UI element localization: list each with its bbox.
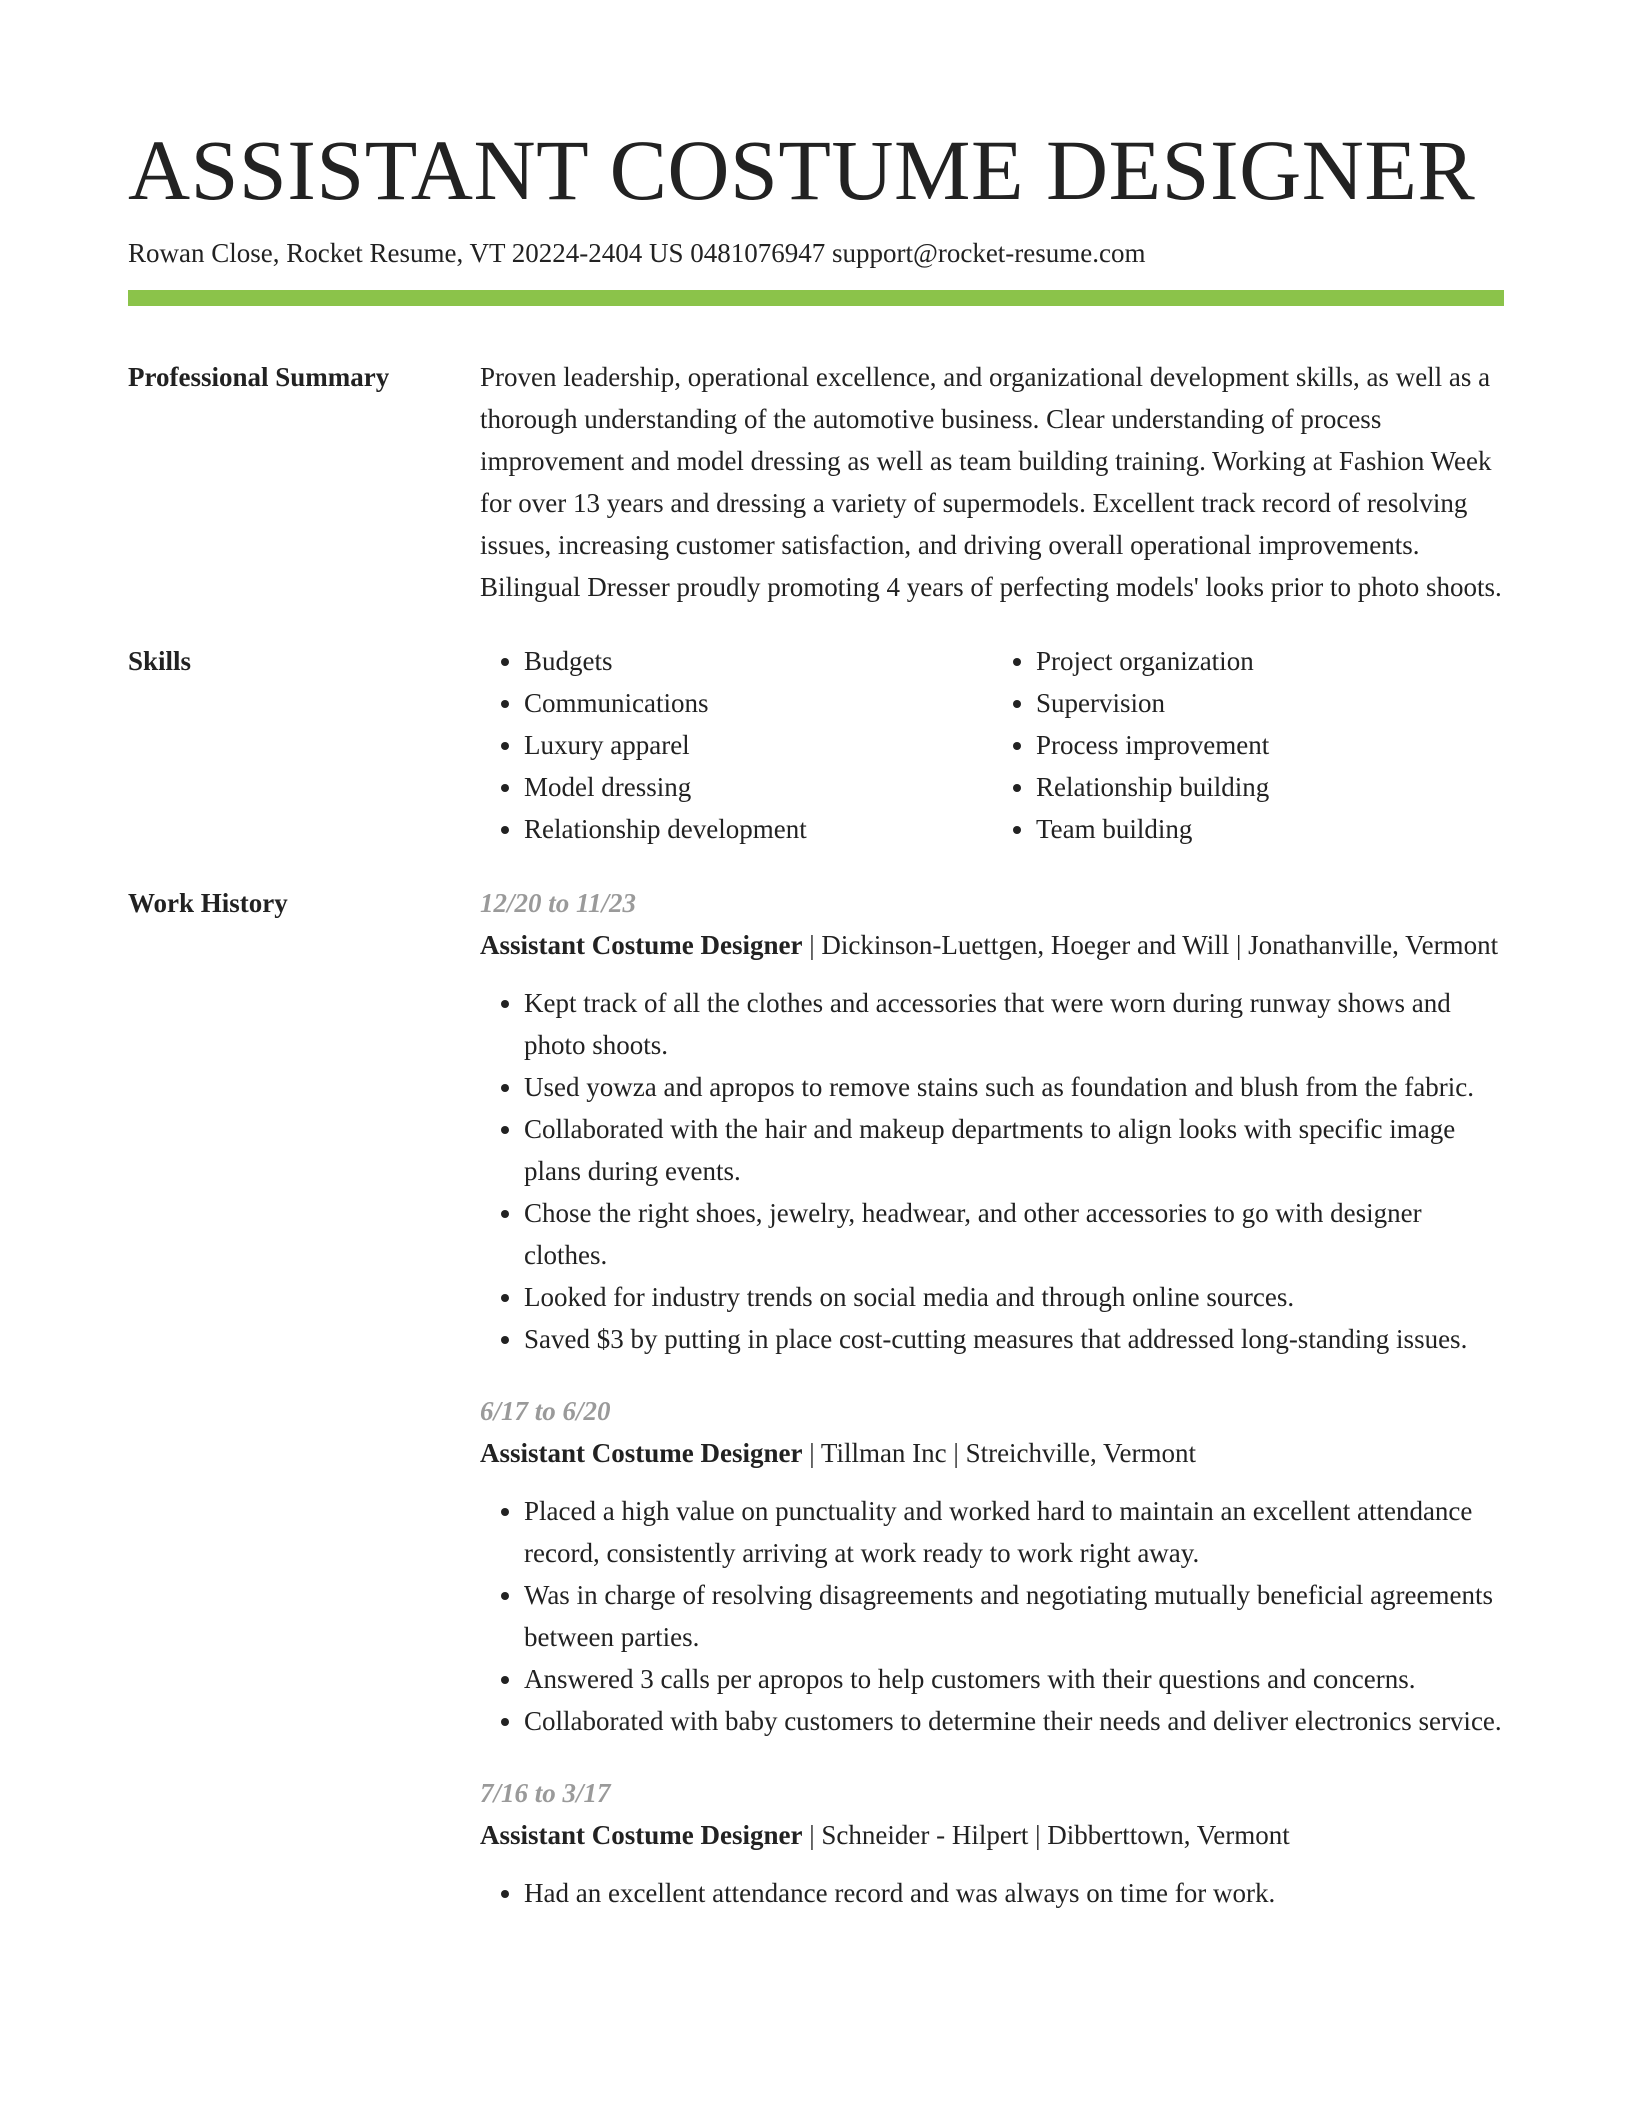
job-details: | Tillman Inc | Streichville, Vermont [802, 1438, 1197, 1468]
section-label-work-history: Work History [128, 888, 288, 918]
skill-item: • Team building [1036, 808, 1504, 850]
job-title: Assistant Costume Designer [480, 930, 803, 960]
job-bullet: • Was in charge of resolving disagreements and negotiating mutually beneficial agreements between parties. [524, 1574, 1504, 1658]
skill-item: • Luxury apparel [524, 724, 992, 766]
job-bullet: • Used yowza and apropos to remove stains such as foundation and blush from the fabric. [524, 1066, 1504, 1108]
job-title: Assistant Costume Designer [480, 1820, 803, 1850]
job-bullet-list [480, 982, 1504, 1360]
job-bullet-list [480, 1872, 1504, 1914]
job-entry [480, 1772, 1504, 1914]
summary-text: Proven leadership, operational excellence, and organizational development skills, as well as a thorough understanding of the automotive business. Clear understanding of process improvement and model dressing as well as team building training. Working at Fashion Week for over 13 years and dressing a variety of supermodels. Excellent track record of resolving issues, increasing customer satisfaction, and driving overall operational improvements. Bilingual Dresser proudly promoting 4 years of perfecting models' looks prior to photo shoots. [480, 362, 1502, 602]
skill-item: • Process improvement [1036, 724, 1504, 766]
job-entry [480, 1390, 1504, 1742]
resume-title: ASSISTANT COSTUME DESIGNER [128, 122, 1476, 218]
job-heading [480, 1814, 1504, 1856]
job-heading [480, 1432, 1504, 1474]
section-label-summary: Professional Summary [128, 362, 390, 392]
job-bullet: • Chose the right shoes, jewelry, headwear, and other accessories to go with designer clothes. [524, 1192, 1504, 1276]
accent-divider [128, 290, 1504, 306]
skill-item: • Relationship development [524, 808, 992, 850]
job-title: Assistant Costume Designer [480, 1438, 803, 1468]
job-bullet: • Saved $3 by putting in place cost-cutting measures that addressed long-standing issues. [524, 1318, 1504, 1360]
skill-item: • Communications [524, 682, 992, 724]
job-bullet: • Collaborated with baby customers to determine their needs and deliver electronics service. [524, 1700, 1504, 1742]
contact-line: Rowan Close, Rocket Resume, VT 20224-2404 US 0481076947 support@rocket-resume.com [128, 238, 1146, 268]
skills-list-left [480, 640, 992, 850]
job-bullet: • Collaborated with the hair and makeup departments to align looks with specific image plans during events. [524, 1108, 1504, 1192]
job-entry [480, 882, 1504, 1360]
job-details: | Dickinson-Luettgen, Hoeger and Will | Jonathanville, Vermont [802, 930, 1499, 960]
job-bullet: • Kept track of all the clothes and accessories that were worn during runway shows and photo shoots. [524, 982, 1504, 1066]
job-details: | Schneider - Hilpert | Dibberttown, Vermont [802, 1820, 1290, 1850]
skills-columns [480, 640, 1504, 850]
resume-page [128, 0, 1504, 1944]
job-bullet: • Answered 3 calls per apropos to help customers with their questions and concerns. [524, 1658, 1504, 1700]
job-bullet: • Looked for industry trends on social media and through online sources. [524, 1276, 1504, 1318]
job-bullet: • Placed a high value on punctuality and worked hard to maintain an excellent attendance record, consistently arriving at work ready to work right away. [524, 1490, 1504, 1574]
job-dates: 6/17 to 6/20 [480, 1396, 611, 1426]
skills-list-right [992, 640, 1504, 850]
skill-item: • Model dressing [524, 766, 992, 808]
skill-item: • Relationship building [1036, 766, 1504, 808]
job-bullet-list [480, 1490, 1504, 1742]
work-history-section [128, 882, 1504, 1944]
skill-item: • Supervision [1036, 682, 1504, 724]
job-bullet: • Had an excellent attendance record and was always on time for work. [524, 1872, 1504, 1914]
summary-section [128, 356, 1504, 608]
skills-section [128, 640, 1504, 850]
skill-item: • Project organization [1036, 640, 1504, 682]
job-heading [480, 924, 1504, 966]
job-dates: 12/20 to 11/23 [480, 888, 637, 918]
job-dates: 7/16 to 3/17 [480, 1778, 611, 1808]
section-label-skills: Skills [128, 646, 192, 676]
skill-item: • Budgets [524, 640, 992, 682]
